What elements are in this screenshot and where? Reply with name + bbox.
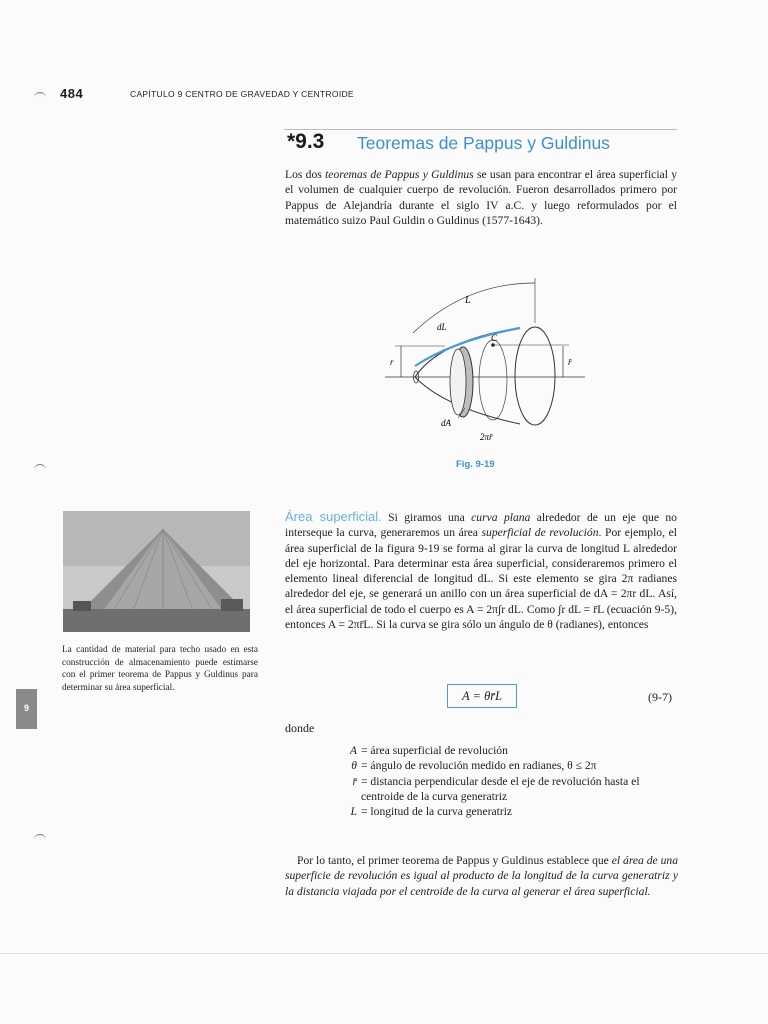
- donde-label: donde: [285, 721, 315, 735]
- section-rule: [284, 129, 677, 130]
- definition-row: [339, 743, 684, 758]
- intro-text: Los dos: [285, 168, 326, 181]
- equation-number: (9-7): [648, 690, 672, 704]
- figure-caption: Fig. 9-19: [456, 459, 495, 470]
- label-C: C: [491, 333, 498, 343]
- definitions-list: [339, 743, 684, 819]
- definition-row: [339, 774, 684, 805]
- conclusion-paragraph: [285, 853, 678, 899]
- intro-text: se usan para encontrar el área superficial y el volumen de cualquier cuerpo de revolución. Fueron desarrollados primero por Pappus de Alejandría durante el siglo IV a.C. y luego reformulados por el matemático suizo Paul Guldin o Guldinus (1577-1643).: [285, 168, 677, 227]
- label-r: r: [390, 357, 394, 367]
- definition-text: = área superficial de revolución: [361, 744, 508, 757]
- label-L: L: [465, 295, 471, 306]
- figure-9-19: [385, 278, 585, 453]
- label-2pir: 2πr̄: [480, 432, 493, 442]
- conclusion-emphasis: el área de una superficie de revolución es igual al producto de la longitud de la curva generatriz y la distancia viajada por el centroide de la curva al generar el área superficial.: [285, 854, 679, 898]
- definition-text: = longitud de la curva generatriz: [361, 805, 513, 819]
- dome-photo-graphic: [63, 511, 250, 632]
- chapter-tab: 9: [16, 689, 37, 729]
- area-text: Si giramos una: [381, 511, 472, 524]
- area-text: . Por ejemplo, el área superficial de la figura 9-19 se forma al girar la curva de longitud L alrededor del eje horizontal. Para determinar esta área superficial, consideraremos primero el elemento lineal diferencial de longitud dL. Si este elemento se gira 2π radianes alrededor del eje, se generará un anillo con un área superficial de dA = 2πr dL. Así, el área superficial de todo el cuerpo es A = 2π∫r dL. Como ∫r dL = r̄L (ecuación 9-5), entonces A = 2πr̄L. Si la curva se gira sólo un ángulo de θ (radianes), entonces: [285, 526, 678, 632]
- page-number: 484: [60, 86, 84, 101]
- margin-mark: [34, 464, 46, 475]
- centroid-path: [479, 340, 507, 420]
- equation-box: A = θr̄L: [447, 684, 517, 708]
- definition-row: [339, 804, 684, 819]
- area-heading: Área superficial.: [285, 509, 382, 524]
- definition-symbol: A: [349, 744, 357, 757]
- label-rbar: r̄: [568, 357, 572, 367]
- area-text: alrededor de un eje que no interseque la curva, generaremos un área: [285, 511, 677, 540]
- label-dA: dA: [441, 418, 451, 428]
- photo-caption: La cantidad de material para techo usado en esta construcción de almacenamiento puede estimarse con el primer teorema de Pappus y Guldinus para determinar su área superficial.: [62, 645, 258, 693]
- definition-text: = distancia perpendicular desde el eje de revolución hasta el centroide de la curva generatriz: [361, 774, 640, 803]
- length-dimension: [413, 283, 535, 333]
- bottom-rule: [0, 953, 768, 954]
- definition-symbol: L: [350, 805, 357, 819]
- dome-photo: [63, 511, 250, 632]
- definition-symbol: θ: [351, 759, 357, 773]
- definition-row: [339, 758, 684, 773]
- section-number: *9.3: [287, 130, 325, 153]
- end-ellipse: [515, 327, 555, 425]
- margin-mark: [34, 834, 46, 845]
- area-emphasis: curva plana: [471, 511, 531, 524]
- ring-inner: [450, 349, 466, 415]
- definition-text: = ángulo de revolución medido en radianes, θ ≤ 2π: [361, 759, 597, 773]
- area-paragraph: [285, 509, 677, 632]
- margin-mark: [34, 92, 46, 103]
- area-emphasis: superficial de revolución: [481, 526, 599, 540]
- conclusion-text: Por lo tanto, el primer teorema de Pappus y Guldinus establece que: [297, 854, 612, 867]
- intro-emphasis: teoremas de Pappus y Guldinus: [325, 168, 474, 181]
- section-title: Teoremas de Pappus y Guldinus: [357, 133, 610, 153]
- running-head: CAPÍTULO 9 CENTRO DE GRAVEDAD Y CENTROIDE: [130, 89, 354, 99]
- definition-symbol: r̄: [352, 774, 357, 788]
- label-dL: dL: [437, 322, 447, 332]
- intro-paragraph: [285, 167, 677, 228]
